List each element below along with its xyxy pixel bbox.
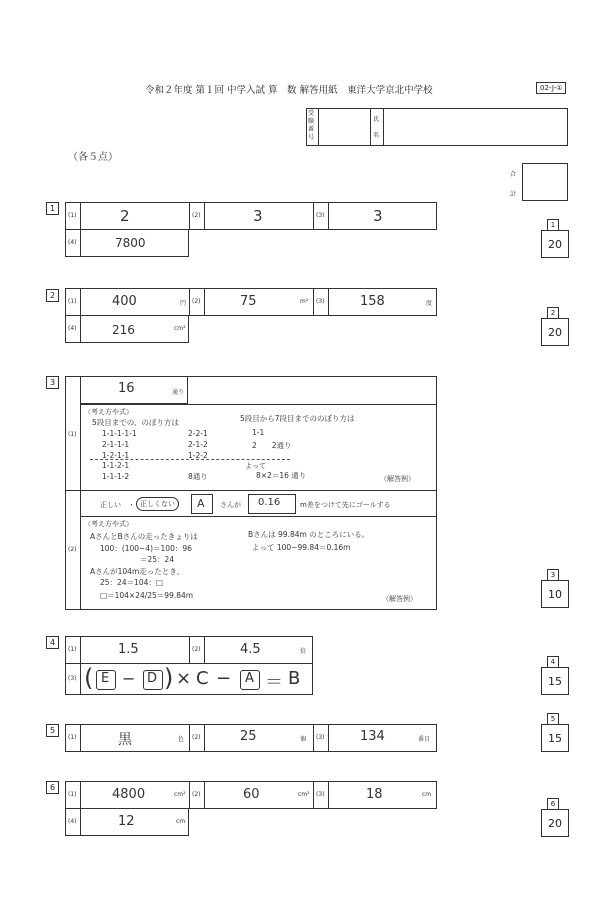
q2-number: 2: [46, 289, 59, 302]
total-score-box[interactable]: [522, 163, 568, 201]
q4-number: 4: [46, 636, 59, 649]
sheet-code: 02-J-①: [536, 82, 566, 94]
q4-answer-2[interactable]: 4.5: [240, 642, 261, 657]
q1-answer-2[interactable]: 3: [253, 207, 263, 225]
q4-score[interactable]: 15: [541, 667, 569, 695]
q5-score[interactable]: 15: [541, 724, 569, 752]
q3-work-label-1: （考え方や式）: [84, 408, 133, 416]
q1-score[interactable]: 20: [541, 230, 569, 258]
q4-answer-3b[interactable]: D: [147, 671, 158, 686]
page-title: 令和２年度 第１回 中学入試 算 数 解答用紙 東洋大学京北中学校: [145, 85, 433, 96]
q4-answer-3c[interactable]: A: [245, 671, 254, 686]
q6-answer-3[interactable]: 18: [366, 787, 383, 802]
q1-answer-1[interactable]: 2: [120, 207, 130, 225]
total-label: 合計: [510, 171, 517, 198]
exam-number-label: 受験番号: [308, 110, 315, 141]
q3-answer-2-distance[interactable]: 0.16: [258, 497, 281, 508]
q6-score[interactable]: 20: [541, 809, 569, 837]
q5-answer-2[interactable]: 25: [240, 729, 257, 744]
q5-number: 5: [46, 724, 59, 737]
q2-answer-2[interactable]: 75: [240, 294, 257, 309]
q6-answer-2[interactable]: 60: [243, 787, 260, 802]
q3-option-correct[interactable]: 正しい: [100, 501, 121, 509]
q3-score[interactable]: 10: [541, 580, 569, 608]
q3-work-label-2: （考え方や式）: [84, 520, 133, 528]
name-field[interactable]: [384, 109, 567, 145]
q2-answer-4[interactable]: 216: [112, 323, 135, 337]
name-label: 氏名: [373, 116, 380, 139]
q1-answer-3[interactable]: 3: [373, 207, 383, 225]
q3-number: 3: [46, 376, 59, 389]
q3-answer-2-name[interactable]: A: [197, 497, 205, 510]
q6-answer-4[interactable]: 12: [118, 814, 135, 829]
q1-answer-4[interactable]: 7800: [115, 236, 146, 250]
exam-number-field[interactable]: [319, 109, 369, 145]
q3-answer-1[interactable]: 16: [118, 381, 135, 396]
q4-answer-3a[interactable]: E: [101, 671, 110, 686]
q6-answer-1[interactable]: 4800: [112, 787, 146, 802]
q6-number: 6: [46, 781, 59, 794]
q4-answer-1[interactable]: 1.5: [118, 642, 139, 657]
q1-number: 1: [46, 202, 59, 215]
q2-answer-3[interactable]: 158: [360, 294, 385, 309]
q5-answer-3[interactable]: 134: [360, 729, 385, 744]
q5-answer-1[interactable]: 黒: [118, 732, 132, 748]
q3-option-incorrect[interactable]: 正しくない: [136, 497, 179, 511]
points-note: （各５点）: [68, 152, 118, 163]
q2-score[interactable]: 20: [541, 318, 569, 346]
q2-answer-1[interactable]: 400: [112, 294, 137, 309]
